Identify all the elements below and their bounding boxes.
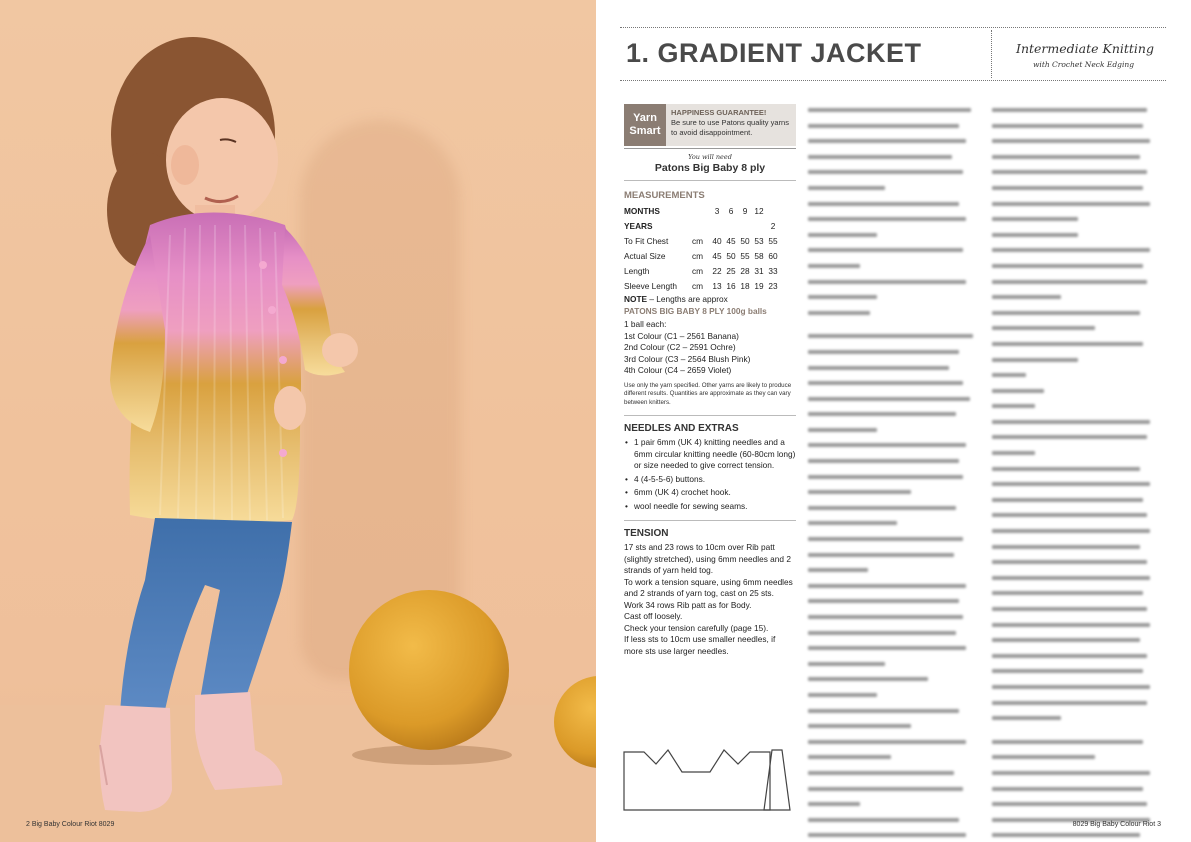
table-row — [624, 203, 780, 218]
table-cell: 22 — [712, 265, 722, 276]
table-cell: 12 — [754, 205, 764, 216]
measurements-heading: MEASUREMENTS — [624, 190, 705, 201]
colour-3: 3rd Colour (C3 – 2564 Blush Pink) — [624, 353, 751, 364]
table-cell: 60 — [768, 250, 778, 261]
row-label: Sleeve Length — [624, 280, 678, 291]
yarn-smart-text — [666, 104, 796, 146]
badge-line-1: Yarn — [633, 112, 657, 124]
table-cell: 40 — [712, 235, 722, 246]
header-vertical-divider — [991, 30, 992, 78]
years-label: YEARS — [624, 220, 653, 231]
table-row — [624, 233, 780, 248]
list-item: • 4 (4-5-5-6) buttons. — [624, 474, 796, 486]
blurred-instructions-column-2 — [808, 104, 980, 842]
colour-4: 4th Colour (C4 – 2659 Violet) — [624, 365, 732, 375]
yarn-ball-small — [554, 676, 596, 768]
yarn-disclaimer: Use only the yarn specified. Other yarns are likely to produce different results. Quantities are approximate as they can vary between knitters. — [624, 381, 792, 406]
needles-list — [624, 437, 796, 512]
table-cell: 28 — [740, 265, 750, 276]
badge-line-2: Smart — [629, 125, 661, 137]
you-will-need-label: You will need — [688, 153, 732, 161]
guarantee-text: Be sure to use Patons quality yarns to avoid disappointment. — [671, 118, 789, 137]
row-label: Length — [624, 265, 650, 276]
guarantee-heading: HAPPINESS GUARANTEE! — [671, 108, 767, 117]
tension-line: Work 34 rows Rib patt as for Body. — [624, 599, 752, 610]
table-cell — [710, 218, 724, 233]
table-cell: 13 — [712, 280, 722, 291]
tension-heading: TENSION — [624, 520, 796, 539]
yarn-smart-badge — [624, 104, 666, 146]
pattern-page — [596, 0, 1191, 842]
table-cell: 6 — [728, 205, 734, 216]
row-label: Actual Size — [624, 250, 666, 261]
table-cell: 19 — [754, 280, 764, 291]
page-title: 1. GRADIENT JACKET — [626, 38, 922, 68]
skill-level: Intermediate Knitting — [1016, 41, 1154, 56]
table-cell: 3 — [714, 205, 720, 216]
balls-each: 1 ball each: — [624, 319, 667, 329]
table-cell: 23 — [768, 280, 778, 291]
table-cell: 25 — [726, 265, 736, 276]
table-cell — [724, 218, 738, 233]
yarn-name: Patons Big Baby 8 ply — [654, 162, 766, 174]
skill-subtitle: with Crochet Neck Edging — [1033, 60, 1134, 69]
table-row — [624, 278, 780, 293]
table-cell: 50 — [726, 250, 736, 261]
tension-line: Cast off loosely. — [624, 611, 683, 621]
table-cell — [738, 218, 752, 233]
list-item: • 1 pair 6mm (UK 4) knitting needles and a 6mm circular knitting needle (60-80cm long) or size needed to give correct tension. — [624, 437, 796, 472]
table-cell: 33 — [768, 265, 778, 276]
row-label: To Fit Chest — [624, 235, 669, 246]
needles-heading: NEEDLES AND EXTRAS — [624, 415, 796, 434]
boot-left — [100, 705, 172, 812]
page-footer-right: 8029 Big Baby Colour Riot 3 — [1072, 821, 1161, 828]
row-unit: cm — [692, 235, 704, 246]
table-cell: 58 — [754, 250, 764, 261]
list-item: • wool needle for sewing seams. — [624, 501, 796, 513]
table-cell: 16 — [726, 280, 736, 291]
table-cell: 50 — [740, 235, 750, 246]
table-cell: 53 — [754, 235, 764, 246]
body-schematic — [624, 750, 770, 810]
table-cell: 31 — [754, 265, 764, 276]
months-label: MONTHS — [624, 205, 660, 216]
tension-line: 17 sts and 23 rows to 10cm over Rib patt (slightly stretched), using 6mm needles and 2 strands of yarn held tog. — [624, 542, 791, 575]
row-unit: cm — [692, 265, 704, 276]
yarn-ball-large — [349, 590, 509, 750]
yarn-smart-box — [624, 104, 796, 146]
list-item: • 6mm (UK 4) crochet hook. — [624, 487, 796, 499]
table-cell — [766, 203, 780, 218]
lengths-note — [624, 294, 796, 304]
garment-schematic — [620, 742, 800, 817]
balls-heading: PATONS BIG BABY 8 PLY 100g balls — [624, 306, 767, 316]
blurred-instructions-column-3 — [992, 104, 1164, 842]
divider — [624, 180, 796, 181]
table-cell — [752, 218, 766, 233]
note-label: NOTE — [624, 294, 648, 304]
tension-line: Check your tension carefully (page 15). — [624, 622, 769, 633]
page-footer-left: 2 Big Baby Colour Riot 8029 — [26, 821, 115, 828]
table-row — [624, 263, 780, 278]
table-cell: 55 — [768, 235, 778, 246]
table-cell: 18 — [740, 280, 750, 291]
jeans — [120, 518, 292, 712]
hand-right — [322, 333, 358, 367]
tension-line: If less sts to 10cm use smaller needles, if more sts use larger needles. — [624, 634, 776, 656]
tension-line: To work a tension square, using 6mm needles and 2 strands of yarn tog, cast on 25 sts. — [624, 576, 793, 598]
hand-left — [274, 386, 306, 430]
colour-2: 2nd Colour (C2 – 2591 Ochre) — [624, 342, 736, 352]
row-unit: cm — [692, 250, 704, 261]
table-cell: 2 — [770, 220, 776, 231]
sleeve-schematic — [764, 750, 790, 810]
table-row — [624, 248, 780, 263]
colour-1: 1st Colour (C1 – 2561 Banana) — [624, 330, 739, 341]
table-cell: 55 — [740, 250, 750, 261]
row-unit: cm — [692, 280, 704, 291]
boot-right — [195, 692, 282, 790]
measurements-table — [624, 203, 780, 293]
table-row — [624, 218, 780, 233]
note-text: – Lengths are approx — [647, 294, 728, 304]
table-cell: 9 — [742, 205, 748, 216]
top-divider — [620, 27, 1166, 28]
table-cell: 45 — [712, 250, 722, 261]
header-divider — [620, 80, 1166, 81]
you-will-need — [624, 148, 796, 174]
table-cell: 45 — [726, 235, 736, 246]
materials-column — [624, 104, 796, 657]
